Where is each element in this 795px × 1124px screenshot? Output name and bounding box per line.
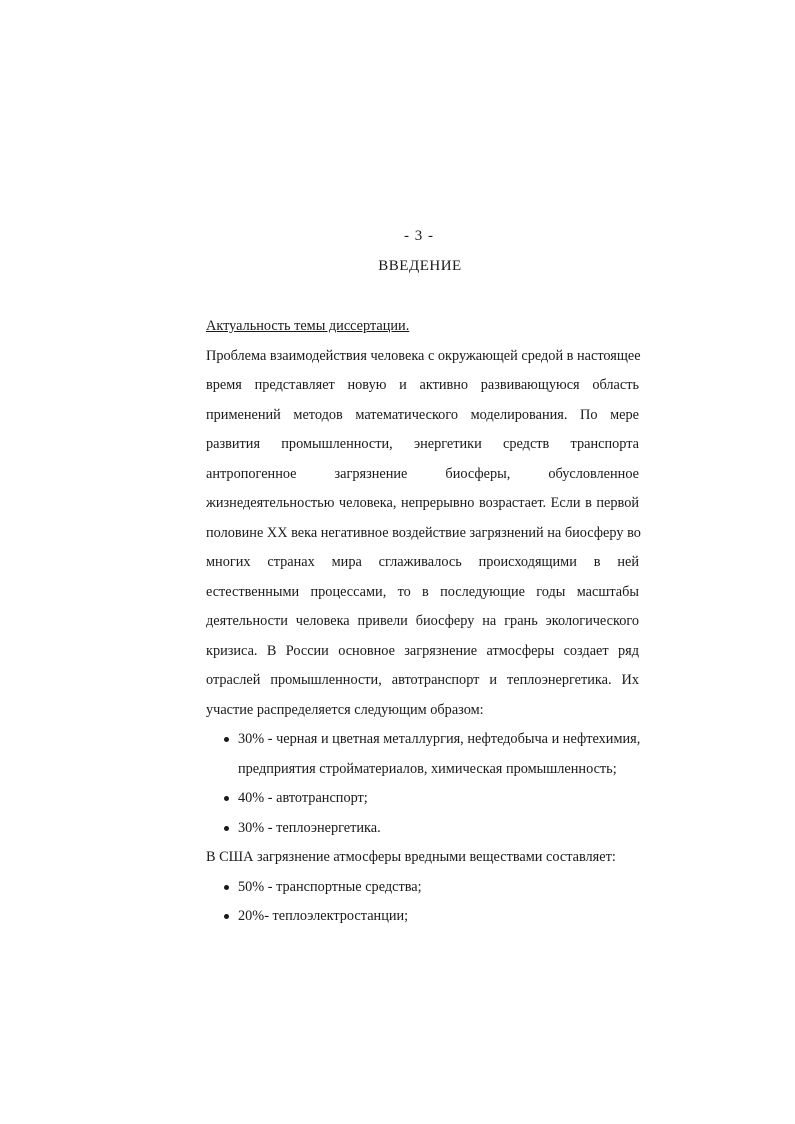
bullet-icon <box>224 914 229 919</box>
list-item-text-continued: предприятия стройматериалов, химическая промышленность; <box>238 760 617 777</box>
list-item <box>206 814 639 844</box>
intro-paragraph <box>206 342 639 726</box>
paragraph-line: половине XX века негативное воздействие загрязнений на биосферу во <box>206 524 641 541</box>
list-item-text: 20%- теплоэлектростанции; <box>238 908 409 924</box>
body-text <box>206 312 639 932</box>
paragraph-line: развития промышленности, энергетики средств транспорта <box>206 436 639 452</box>
list-item <box>206 902 639 932</box>
bullet-icon <box>224 796 229 801</box>
list-item <box>206 725 639 784</box>
chapter-title: ВВЕДЕНИЕ <box>378 258 462 274</box>
paragraph-line: жизнедеятельностью человека, непрерывно возрастает. Если в первой <box>206 495 639 511</box>
page-number: - 3 - <box>404 228 434 244</box>
list-item <box>206 784 639 814</box>
paragraph-line: отраслей промышленности, автотранспорт и теплоэнергетика. Их <box>206 672 639 688</box>
list-item-text: 50% - транспортные средства; <box>238 878 422 895</box>
paragraph-line: антропогенное загрязнение биосферы, обусловленное <box>206 465 639 482</box>
bullet-icon <box>224 737 229 742</box>
bullet-icon <box>224 885 229 890</box>
list-item-text: 40% - автотранспорт; <box>238 790 368 806</box>
paragraph-line: деятельности человека привели биосферу на грань экологического <box>206 613 639 629</box>
paragraph-line: Проблема взаимодействия человека с окружающей средой в настоящее <box>206 347 641 364</box>
usa-intro: В США загрязнение атмосферы вредными веществами составляет: <box>206 849 616 865</box>
paragraph-line: естественными процессами, то в последующие годы масштабы <box>206 583 639 600</box>
paragraph-line: многих странах мира сглаживалось происходящими в ней <box>206 554 639 570</box>
russia-pollution-list <box>206 725 639 843</box>
list-item <box>206 873 639 903</box>
section-heading: Актуальность темы диссертации. <box>206 318 410 334</box>
list-item-text: 30% - теплоэнергетика. <box>238 819 381 836</box>
usa-pollution-list <box>206 873 639 932</box>
paragraph-line: кризиса. В России основное загрязнение атмосферы создает ряд <box>206 642 639 659</box>
bullet-icon <box>224 826 229 831</box>
paragraph-line: время представляет новую и активно развивающуюся область <box>206 377 639 393</box>
paragraph-line: участие распределяется следующим образом: <box>206 701 484 718</box>
paragraph-line: применений методов математического моделирования. По мере <box>206 406 639 423</box>
list-item-text: 30% - черная и цветная металлургия, нефтедобыча и нефтехимия, <box>238 731 641 747</box>
